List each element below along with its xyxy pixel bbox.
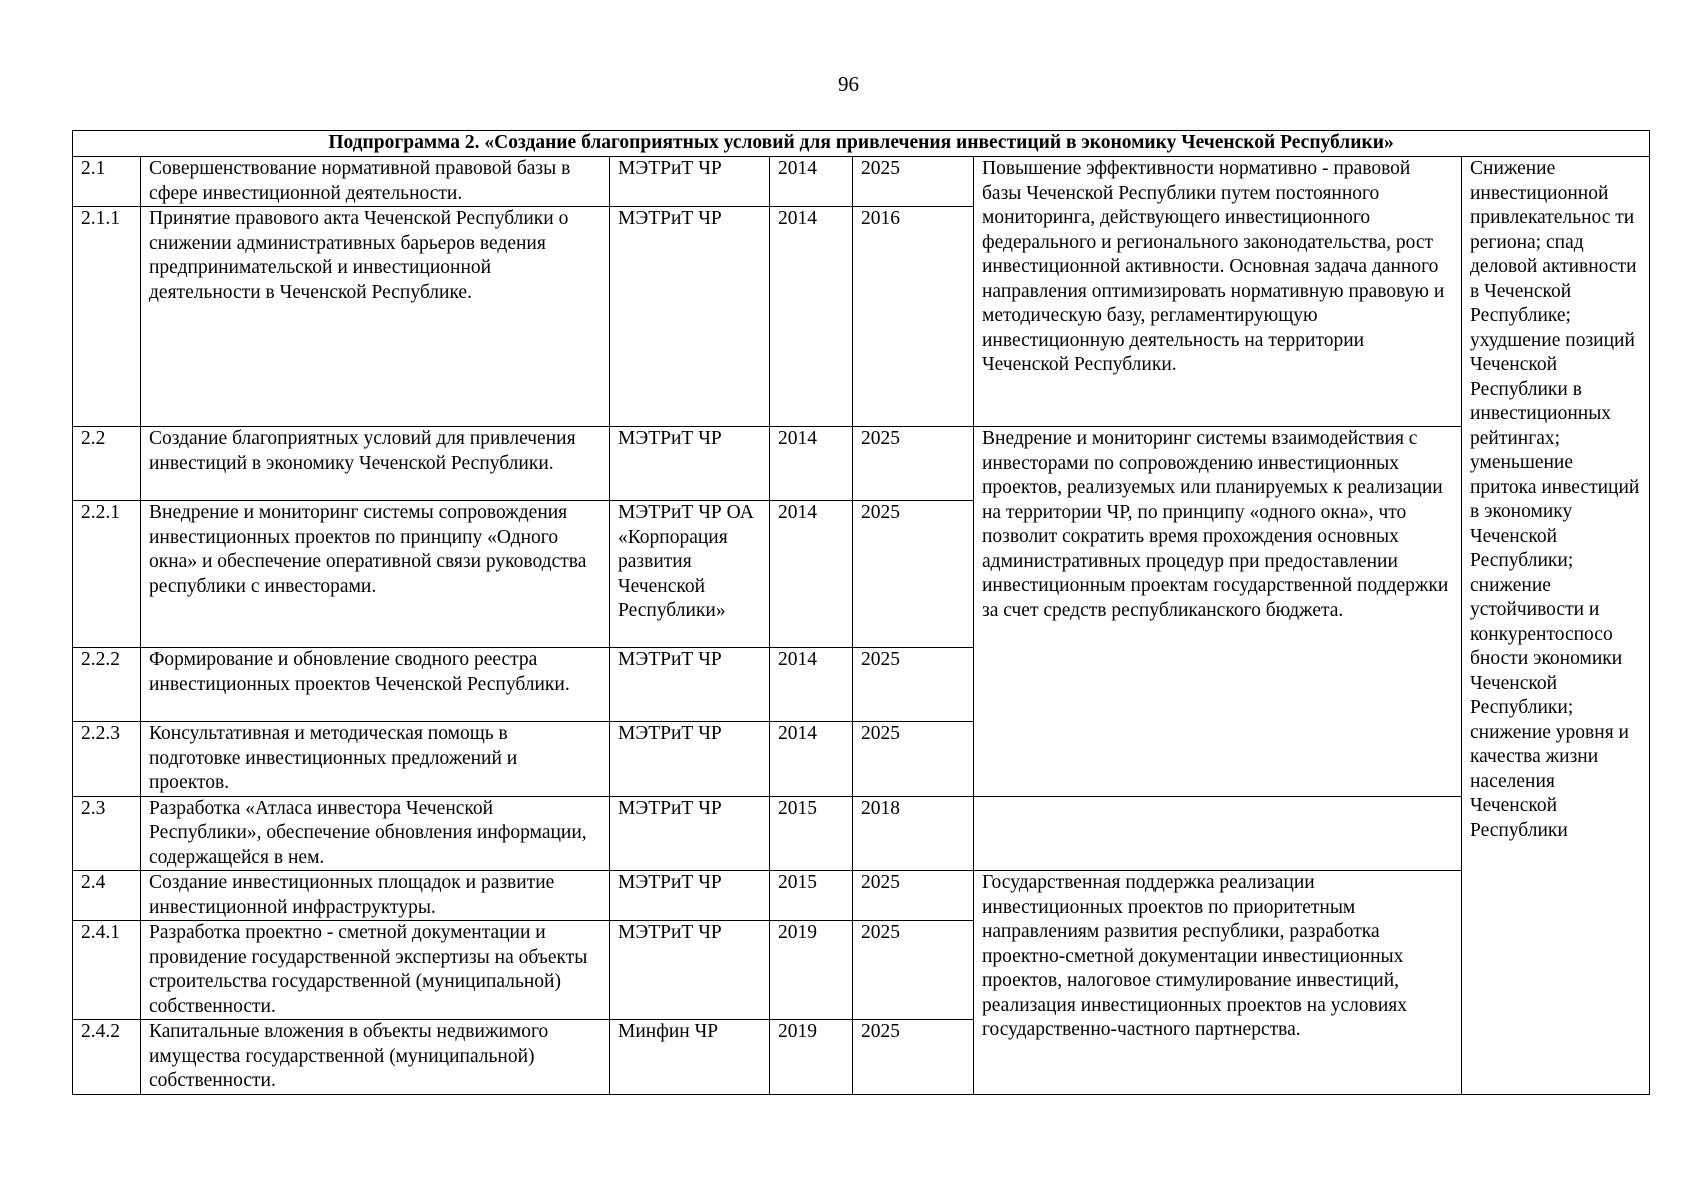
end-year: 2018: [853, 796, 974, 871]
end-year: 2016: [853, 207, 974, 427]
start-year: 2014: [770, 427, 853, 501]
executor: МЭТРиТ ЧР: [610, 207, 770, 427]
row-number: 2.3: [73, 796, 141, 871]
start-year: 2014: [770, 157, 853, 207]
start-year: 2014: [770, 501, 853, 648]
measure-name: Создание инвестиционных площадок и развитие инвестиционной инфраструктуры.: [141, 871, 610, 921]
row-number: 2.2.2: [73, 648, 141, 722]
table-row: [73, 427, 1650, 501]
executor: МЭТРиТ ЧР: [610, 722, 770, 797]
measure-name: Создание благоприятных условий для привлечения инвестиций в экономику Чеченской Республики.: [141, 427, 610, 501]
row-number: 2.4: [73, 871, 141, 921]
executor: МЭТРиТ ЧР: [610, 796, 770, 871]
start-year: 2014: [770, 722, 853, 797]
measure-name: Внедрение и мониторинг системы сопровождения инвестиционных проектов по принципу «Одного окна» и обеспечение оперативной связи руководства республики с инвесторами.: [141, 501, 610, 648]
expected-result: Государственная поддержка реализации инвестиционных проектов по приоритетным направлениям развития республики, разработка проектно-сметной документации инвестиционных проектов, налоговое стимулирование инвестиций, реализация инвестиционных проектов на условиях государственно-частного партнерства.: [974, 871, 1462, 1095]
executor: МЭТРиТ ЧР: [610, 648, 770, 722]
measure-name: Разработка «Атласа инвестора Чеченской Республики», обеспечение обновления информации, содержащейся в нем.: [141, 796, 610, 871]
row-number: 2.1.1: [73, 207, 141, 427]
executor: МЭТРиТ ЧР ОА «Корпорация развития Чеченской Республики»: [610, 501, 770, 648]
executor: МЭТРиТ ЧР: [610, 427, 770, 501]
start-year: 2015: [770, 871, 853, 921]
start-year: 2019: [770, 1020, 853, 1095]
row-number: 2.2.3: [73, 722, 141, 797]
end-year: 2025: [853, 921, 974, 1020]
end-year: 2025: [853, 427, 974, 501]
row-number: 2.4.2: [73, 1020, 141, 1095]
table-row: [73, 796, 1650, 871]
end-year: 2025: [853, 648, 974, 722]
measure-name: Разработка проектно - сметной документации и провидение государственной экспертизы на объекты строительства государственной (муниципальной) собственности.: [141, 921, 610, 1020]
expected-result: Повышение эффективности нормативно - правовой базы Чеченской Республики путем постоянного мониторинга, действующего инвестиционного федерального и регионального законодательства, рост инвестиционной активности. Основная задача данного направления оптимизировать нормативную правовую и методическую базу, регламентирующую инвестиционную деятельность на территории Чеченской Республики.: [974, 157, 1462, 427]
expected-result: Внедрение и мониторинг системы взаимодействия с инвесторами по сопровождению инвестиционных проектов, реализуемых или планируемых к реализации на территории ЧР, по принципу «одного окна», что позволит сократить время прохождения основных административных процедур при предоставлении инвестиционным проектам государственной поддержки за счет средств республиканского бюджета.: [974, 427, 1462, 797]
end-year: 2025: [853, 1020, 974, 1095]
executor: МЭТРиТ ЧР: [610, 921, 770, 1020]
end-year: 2025: [853, 871, 974, 921]
page-number: 96: [838, 72, 859, 96]
measure-name: Принятие правового акта Чеченской Республики о снижении административных барьеров ведения предпринимательской и инвестиционной деятельности в Чеченской Республике.: [141, 207, 610, 427]
row-number: 2.1: [73, 157, 141, 207]
start-year: 2014: [770, 207, 853, 427]
row-number: 2.2: [73, 427, 141, 501]
end-year: 2025: [853, 722, 974, 797]
measure-name: Формирование и обновление сводного реестра инвестиционных проектов Чеченской Республики.: [141, 648, 610, 722]
start-year: 2014: [770, 648, 853, 722]
executor: Минфин ЧР: [610, 1020, 770, 1095]
table-row: [73, 871, 1650, 921]
expected-result: [974, 796, 1462, 871]
subprogram-table: [72, 130, 1650, 1095]
row-number: 2.2.1: [73, 501, 141, 648]
row-number: 2.4.1: [73, 921, 141, 1020]
end-year: 2025: [853, 501, 974, 648]
end-year: 2025: [853, 157, 974, 207]
consequences-text: Снижение инвестиционной привлекательнос ти региона; спад деловой активности в Чеченской Республике; ухудшение позиций Чеченской Республики в инвестиционных рейтингах; уменьшение притока инвестиций в экономику Чеченской Республики; снижение устойчивости и конкурентоспосо бности экономики Чеченской Республики; снижение уровня и качества жизни населения Чеченской Республики: [1462, 157, 1650, 1095]
start-year: 2015: [770, 796, 853, 871]
subprogram-title: Подпрограмма 2. «Создание благоприятных условий для привлечения инвестиций в экономику Чеченской Республики»: [73, 131, 1650, 157]
measure-name: Консультативная и методическая помощь в подготовке инвестиционных предложений и проектов.: [141, 722, 610, 797]
start-year: 2019: [770, 921, 853, 1020]
measure-name: Совершенствование нормативной правовой базы в сфере инвестиционной деятельности.: [141, 157, 610, 207]
table-row: [73, 157, 1650, 207]
executor: МЭТРиТ ЧР: [610, 157, 770, 207]
measure-name: Капитальные вложения в объекты недвижимого имущества государственной (муниципальной) собственности.: [141, 1020, 610, 1095]
executor: МЭТРиТ ЧР: [610, 871, 770, 921]
